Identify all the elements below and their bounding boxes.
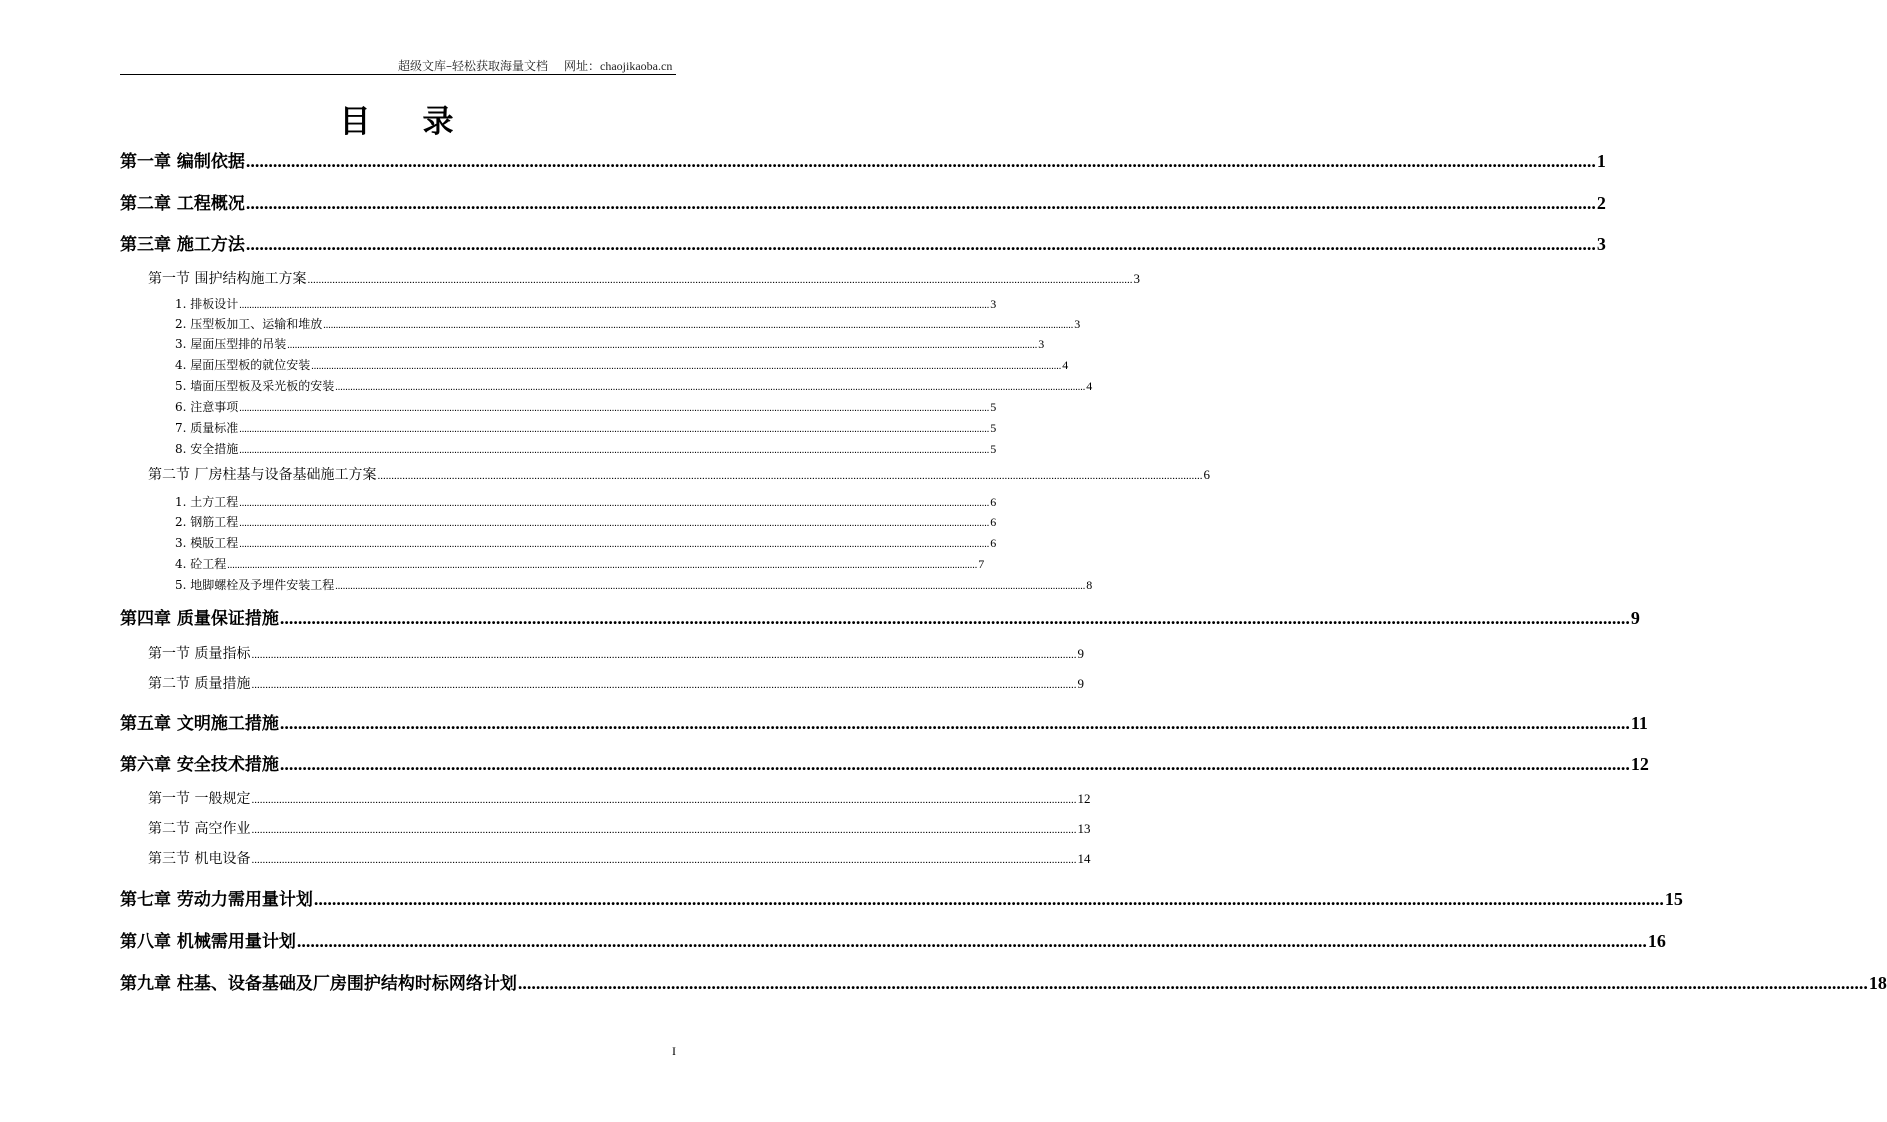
toc-entry-page: 13 xyxy=(1077,821,1091,836)
dot-leader: ............................................................................................................................................................................................................................................................................................................ xyxy=(323,320,1074,331)
toc-chapter-entry[interactable] xyxy=(120,230,1606,255)
toc-entry-page: 3 xyxy=(1074,317,1081,331)
toc-entry-page: 7 xyxy=(978,557,985,571)
toc-chapter-entry[interactable] xyxy=(120,709,1648,734)
toc-entry-page: 9 xyxy=(1630,608,1640,628)
toc-item-entry[interactable] xyxy=(175,335,1045,352)
toc-item-entry[interactable] xyxy=(175,555,985,572)
toc-entry-page: 2 xyxy=(1596,193,1606,213)
toc-section-entry[interactable] xyxy=(148,788,1091,808)
toc-item-entry[interactable] xyxy=(175,377,1093,394)
toc-entry-label: 7. 质量标准 xyxy=(175,421,239,435)
dot-leader: ............................................................................................................................................................................................................................................................................................................ xyxy=(239,445,990,456)
toc-entry-page: 5 xyxy=(990,400,997,414)
toc-entry-label: 2. 钢筋工程 xyxy=(175,515,239,529)
dot-leader: ............................................................................................................................................................................................................................................................................................................ xyxy=(245,234,1596,254)
toc-entry-page: 6 xyxy=(990,495,997,509)
page-number: I xyxy=(672,1044,676,1058)
dot-leader: ............................................................................................................................................................................................................................................................................................................ xyxy=(335,382,1086,393)
toc-entry-label: 第八章 机械需用量计划 xyxy=(120,932,296,952)
header-divider xyxy=(120,74,676,75)
toc-entry-label: 第三节 机电设备 xyxy=(148,851,251,867)
toc-chapter-entry[interactable] xyxy=(120,750,1649,775)
header-site-text: 超级文库–轻松获取海量文档 xyxy=(398,59,549,73)
toc-entry-label: 第六章 安全技术措施 xyxy=(120,755,279,775)
toc-entry-label: 第二节 质量措施 xyxy=(148,676,251,692)
toc-entry-label: 第二章 工程概况 xyxy=(120,194,245,214)
dot-leader: ............................................................................................................................................................................................................................................................................................................ xyxy=(239,424,990,435)
toc-entry-label: 第三章 施工方法 xyxy=(120,235,245,255)
toc-chapter-entry[interactable] xyxy=(120,189,1606,214)
dot-leader: ............................................................................................................................................................................................................................................................................................................ xyxy=(311,361,1062,372)
dot-leader: ............................................................................................................................................................................................................................................................................................................ xyxy=(307,274,1133,286)
toc-entry-page: 9 xyxy=(1077,676,1084,691)
dot-leader: ............................................................................................................................................................................................................................................................................................................ xyxy=(251,854,1077,866)
toc-entry-page: 16 xyxy=(1647,931,1666,951)
toc-entry-label: 第四章 质量保证措施 xyxy=(120,609,279,629)
toc-item-entry[interactable] xyxy=(175,315,1081,332)
toc-entry-page: 4 xyxy=(1086,379,1093,393)
dot-leader: ............................................................................................................................................................................................................................................................................................................ xyxy=(287,340,1038,351)
dot-leader: ............................................................................................................................................................................................................................................................................................................ xyxy=(251,824,1077,836)
toc-item-entry[interactable] xyxy=(175,356,1069,373)
toc-item-entry[interactable] xyxy=(175,295,997,312)
toc-entry-label: 1. 排板设计 xyxy=(175,297,239,311)
toc-entry-page: 3 xyxy=(990,297,997,311)
toc-entry-label: 5. 地脚螺栓及予埋件安装工程 xyxy=(175,578,335,592)
page-header xyxy=(398,57,672,74)
dot-leader: ............................................................................................................................................................................................................................................................................................................ xyxy=(239,539,990,550)
toc-entry-page: 6 xyxy=(990,515,997,529)
toc-chapter-entry[interactable] xyxy=(120,927,1666,952)
dot-leader: ............................................................................................................................................................................................................................................................................................................ xyxy=(279,754,1630,774)
toc-entry-page: 12 xyxy=(1630,754,1649,774)
toc-section-entry[interactable] xyxy=(148,464,1210,484)
toc-entry-label: 第七章 劳动力需用量计划 xyxy=(120,890,313,910)
toc-entry-label: 3. 模版工程 xyxy=(175,536,239,550)
dot-leader: ............................................................................................................................................................................................................................................................................................................ xyxy=(251,679,1077,691)
dot-leader: ............................................................................................................................................................................................................................................................................................................ xyxy=(251,794,1077,806)
toc-entry-page: 3 xyxy=(1133,271,1140,286)
toc-entry-label: 第二节 高空作业 xyxy=(148,821,251,837)
toc-item-entry[interactable] xyxy=(175,576,1093,593)
toc-entry-label: 第一节 一般规定 xyxy=(148,791,251,807)
toc-entry-label: 第九章 柱基、设备基础及厂房围护结构时标网络计划 xyxy=(120,974,517,994)
toc-entry-page: 3 xyxy=(1038,337,1045,351)
toc-chapter-entry[interactable] xyxy=(120,885,1683,910)
toc-item-entry[interactable] xyxy=(175,440,997,457)
toc-section-entry[interactable] xyxy=(148,848,1091,868)
dot-leader: ............................................................................................................................................................................................................................................................................................................ xyxy=(239,403,990,414)
toc-entry-page: 1 xyxy=(1596,151,1606,171)
toc-entry-label: 1. 土方工程 xyxy=(175,495,239,509)
toc-chapter-entry[interactable] xyxy=(120,969,1887,994)
dot-leader: ............................................................................................................................................................................................................................................................................................................ xyxy=(239,518,990,529)
toc-entry-page: 18 xyxy=(1868,973,1887,993)
dot-leader: ............................................................................................................................................................................................................................................................................................................ xyxy=(279,608,1630,628)
toc-section-entry[interactable] xyxy=(148,818,1091,838)
toc-entry-page: 6 xyxy=(990,536,997,550)
dot-leader: ............................................................................................................................................................................................................................................................................................................ xyxy=(251,649,1077,661)
dot-leader: ............................................................................................................................................................................................................................................................................................................ xyxy=(279,713,1630,733)
toc-entry-page: 5 xyxy=(990,421,997,435)
header-url: 网址：chaojikaoba.cn xyxy=(564,59,673,73)
toc-section-entry[interactable] xyxy=(148,643,1084,663)
dot-leader: ............................................................................................................................................................................................................................................................................................................ xyxy=(239,300,990,311)
toc-entry-label: 3. 屋面压型排的吊装 xyxy=(175,337,287,351)
toc-entry-page: 9 xyxy=(1077,646,1084,661)
toc-entry-label: 第二节 厂房柱基与设备基础施工方案 xyxy=(148,467,377,483)
toc-entry-page: 15 xyxy=(1664,889,1683,909)
toc-item-entry[interactable] xyxy=(175,513,997,530)
toc-entry-page: 12 xyxy=(1077,791,1091,806)
dot-leader: ............................................................................................................................................................................................................................................................................................................ xyxy=(227,560,978,571)
toc-item-entry[interactable] xyxy=(175,419,997,436)
toc-entry-label: 第一节 质量指标 xyxy=(148,646,251,662)
toc-entry-label: 4. 屋面压型板的就位安装 xyxy=(175,358,311,372)
dot-leader: ............................................................................................................................................................................................................................................................................................................ xyxy=(377,470,1203,482)
toc-entry-label: 5. 墙面压型板及采光板的安装 xyxy=(175,379,335,393)
toc-entry-page: 3 xyxy=(1596,234,1606,254)
toc-entry-page: 5 xyxy=(990,442,997,456)
toc-entry-page: 6 xyxy=(1203,467,1210,482)
toc-chapter-entry[interactable] xyxy=(120,604,1640,629)
dot-leader: ............................................................................................................................................................................................................................................................................................................ xyxy=(245,151,1596,171)
toc-entry-page: 11 xyxy=(1630,713,1648,733)
dot-leader: ............................................................................................................................................................................................................................................................................................................ xyxy=(245,193,1596,213)
toc-chapter-entry[interactable] xyxy=(120,147,1606,172)
dot-leader: ............................................................................................................................................................................................................................................................................................................ xyxy=(296,931,1647,951)
toc-entry-label: 第五章 文明施工措施 xyxy=(120,714,279,734)
toc-item-entry[interactable] xyxy=(175,398,997,415)
toc-entry-label: 8. 安全措施 xyxy=(175,442,239,456)
dot-leader: ............................................................................................................................................................................................................................................................................................................ xyxy=(239,498,990,509)
toc-section-entry[interactable] xyxy=(148,268,1140,288)
toc-item-entry[interactable] xyxy=(175,493,997,510)
toc-entry-page: 14 xyxy=(1077,851,1091,866)
toc-entry-label: 第一章 编制依据 xyxy=(120,152,245,172)
dot-leader: ............................................................................................................................................................................................................................................................................................................ xyxy=(335,581,1086,592)
toc-item-entry[interactable] xyxy=(175,534,997,551)
toc-section-entry[interactable] xyxy=(148,673,1084,693)
toc-entry-label: 4. 砼工程 xyxy=(175,557,227,571)
toc-entry-page: 4 xyxy=(1062,358,1069,372)
toc-entry-label: 2. 压型板加工、运输和堆放 xyxy=(175,317,323,331)
toc-entry-page: 8 xyxy=(1086,578,1093,592)
toc-entry-label: 6. 注意事项 xyxy=(175,400,239,414)
toc-entry-label: 第一节 围护结构施工方案 xyxy=(148,271,307,287)
dot-leader: ............................................................................................................................................................................................................................................................................................................ xyxy=(313,889,1664,909)
page-title: 目录 xyxy=(339,104,506,140)
dot-leader: ............................................................................................................................................................................................................................................................................................................ xyxy=(517,973,1868,993)
